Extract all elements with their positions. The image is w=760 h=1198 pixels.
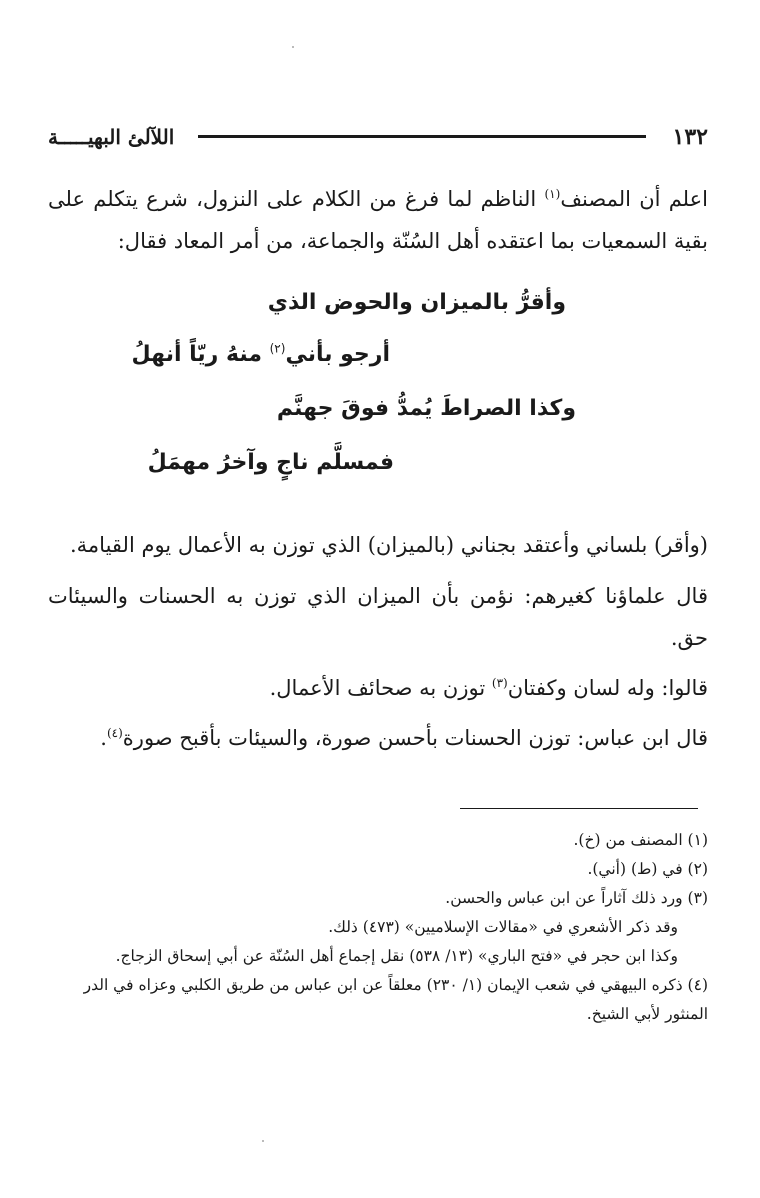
paragraph-3-end: توزن به صحائف الأعمال. — [269, 676, 492, 700]
verse-2-start: أرجو بأني — [285, 342, 390, 367]
intro-text-end: الناظم لما فرغ من الكلام على النزول، شرع يتكلم على بقية السمعيات بما اعتقده أهل السُنّة والجماعة، من أمر المعاد فقال: — [48, 187, 708, 253]
page-number: ١٣٢ — [672, 124, 708, 150]
body-paragraph-3 — [48, 667, 708, 709]
verse-1: وأقرُّ بالميزان والحوض الذي — [267, 290, 566, 315]
footnote-separator — [460, 808, 698, 809]
intro-text-start: اعلم أن المصنف — [560, 187, 709, 211]
footnote-1: (١) المصنف من (خ). — [573, 831, 708, 849]
footnotes-section — [48, 826, 708, 1029]
footnote-3-continuation-1: وقد ذكر الأشعري في «مقالات الإسلاميين» (٤٧٣) ذلك. — [328, 918, 678, 936]
scan-speck — [292, 46, 294, 48]
verse-2 — [132, 338, 390, 372]
verse-4: فمسلَّم ناجٍ وآخرُ مهمَلُ — [147, 450, 394, 475]
scan-speck — [262, 1140, 264, 1142]
footnote-marker-4: (٤) — [106, 726, 123, 740]
footnote-3: (٣) ورد ذلك آثاراً عن ابن عباس والحسن. — [445, 889, 708, 907]
running-title: اللآلئ البهيـــــة — [48, 125, 175, 149]
paragraph-4-start: قال ابن عباس: توزن الحسنات بأحسن صورة، والسيئات بأقبح صورة — [122, 726, 708, 750]
header-rule — [198, 135, 646, 138]
footnote-marker-2: (٢) — [269, 341, 286, 356]
body-paragraph-1: (وأقر) بلساني وأعتقد بجناني (بالميزان) الذي توزن به الأعمال يوم القيامة. — [70, 533, 708, 557]
body-paragraph-2: قال علماؤنا كغيرهم: نؤمن بأن الميزان الذي توزن به الحسنات والسيئات حق. — [48, 584, 708, 650]
verse-3: وكذا الصراطَ يُمدُّ فوقَ جهنَّم — [276, 396, 576, 421]
footnote-2: (٢) في (ط) (أني). — [587, 860, 708, 878]
page-header — [48, 122, 708, 152]
footnote-3-continuation-2: وكذا ابن حجر في «فتح الباري» (١٣/ ٥٣٨) نقل إجماع أهل السُنّة عن أبي إسحاق الزجاج. — [115, 947, 678, 965]
footnote-4: (٤) ذكره البيهقي في شعب الإيمان (١/ ٢٣٠) معلقاً عن ابن عباس من طريق الكلبي وعزاه في الدر المنثور لأبي الشيخ. — [83, 976, 708, 1023]
footnote-marker-3: (٣) — [491, 676, 508, 690]
paragraph-4-end: . — [100, 726, 107, 750]
paragraph-3-start: قالوا: وله لسان وكفتان — [507, 676, 708, 700]
footnote-marker-1: (١) — [544, 187, 561, 201]
body-paragraph-4 — [48, 717, 708, 759]
intro-paragraph — [48, 178, 708, 262]
verse-2-end: منهُ ريّاً أنهلُ — [131, 342, 270, 367]
